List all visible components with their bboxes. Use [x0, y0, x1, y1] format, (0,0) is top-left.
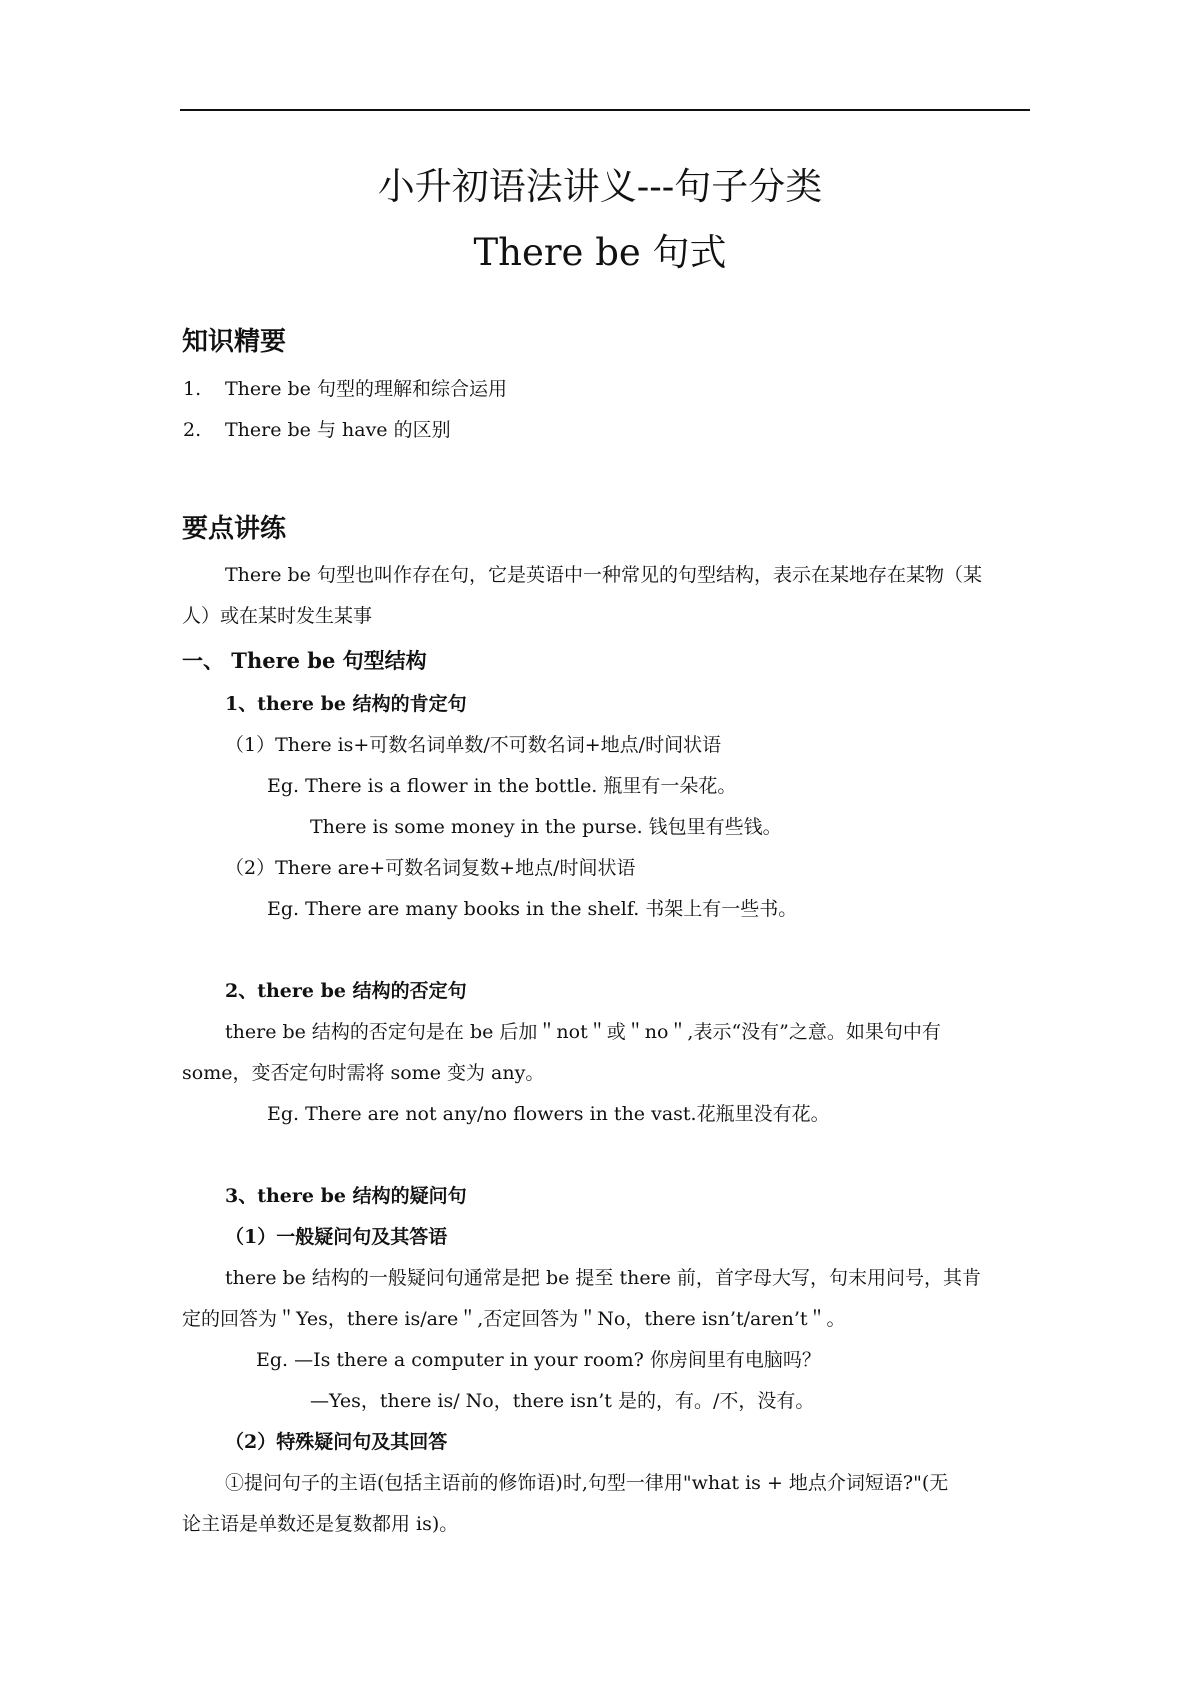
example-line: Eg. There are many books in the shelf. 书架上有一些书。 — [267, 898, 798, 920]
list-item-number: 1. — [183, 378, 202, 400]
header-rule — [180, 109, 1030, 111]
list-item-text: There be 与 have 的区别 — [225, 419, 451, 441]
list-item — [183, 380, 507, 399]
section-heading-key-points: 要点讲练 — [182, 514, 287, 544]
paragraph-line: some，变否定句时需将 some 变为 any。 — [182, 1062, 545, 1084]
example-line: —Yes，there is/ No，there isn’t 是的，有。/不，没有。 — [310, 1390, 815, 1412]
document-title: 小升初语法讲义---句子分类 — [377, 165, 823, 208]
example-line: Eg. There are not any/no flowers in the vast.花瓶里没有花。 — [267, 1103, 830, 1125]
subheading-special-question: （2）特殊疑问句及其回答 — [225, 1431, 448, 1453]
subheading-general-question: （1）一般疑问句及其答语 — [225, 1226, 448, 1248]
rule-line: （1）There is+可数名词单数/不可数名词+地点/时间状语 — [225, 734, 722, 756]
subheading-affirmative: 1、there be 结构的肯定句 — [225, 693, 467, 715]
example-line: Eg. There is a flower in the bottle. 瓶里有一朵花。 — [267, 775, 737, 797]
subheading-negative: 2、there be 结构的否定句 — [225, 980, 467, 1002]
example-line: Eg. —Is there a computer in your room? 你房间里有电脑吗？ — [256, 1349, 821, 1371]
list-item-number: 2. — [183, 419, 202, 441]
rule-line: （2）There are+可数名词复数+地点/时间状语 — [225, 857, 636, 879]
document-subtitle: There be 句式 — [473, 231, 727, 274]
paragraph-line: there be 结构的否定句是在 be 后加＂not＂或＂no＂,表示“没有”之意。如果句中有 — [225, 1021, 941, 1043]
part-heading-structure: 一、 There be 句型结构 — [182, 648, 427, 673]
list-item-text: There be 句型的理解和综合运用 — [225, 378, 507, 400]
section-heading-knowledge: 知识精要 — [182, 327, 287, 357]
paragraph-line: there be 结构的一般疑问句通常是把 be 提至 there 前，首字母大写，句末用问号，其肯 — [225, 1267, 981, 1289]
subheading-question: 3、there be 结构的疑问句 — [225, 1185, 467, 1207]
list-item — [183, 421, 451, 440]
intro-paragraph-line1: There be 句型也叫作存在句，它是英语中一种常见的句型结构，表示在某地存在某物（某 — [225, 564, 982, 586]
intro-paragraph-line2: 人）或在某时发生某事 — [182, 605, 373, 627]
paragraph-line: 定的回答为＂Yes，there is/are＂,否定回答为＂No，there isn’t/aren’t＂。 — [182, 1308, 846, 1330]
paragraph-line: 论主语是单数还是复数都用 is)。 — [182, 1513, 459, 1535]
example-line: There is some money in the purse. 钱包里有些钱。 — [310, 816, 782, 838]
paragraph-line: ①提问句子的主语(包括主语前的修饰语)时,句型一律用"what is + 地点介词短语?"(无 — [225, 1472, 949, 1494]
